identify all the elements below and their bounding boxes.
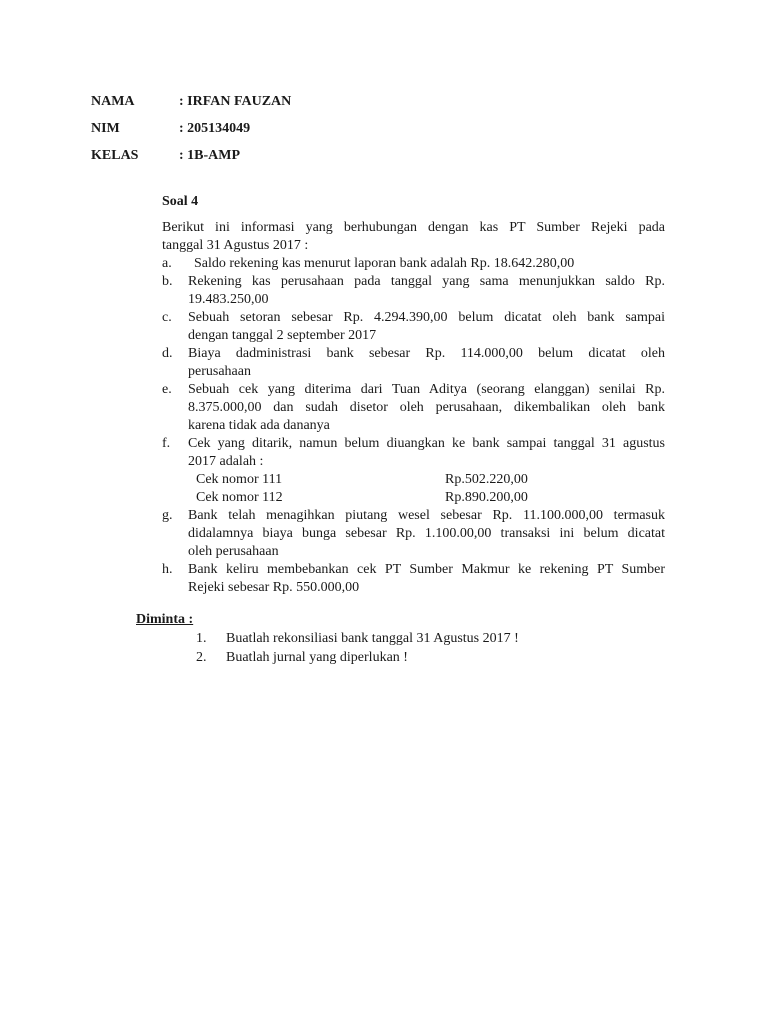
task-number: 1. bbox=[196, 631, 207, 646]
cek-amount: Rp.502.220,00 bbox=[445, 472, 528, 487]
list-item bbox=[162, 381, 665, 435]
list-item bbox=[162, 345, 665, 381]
item-text-line: perusahaan bbox=[188, 364, 251, 379]
item-text-line: 8.375.000,00 dan sudah disetor oleh perusahaan, dikembalikan oleh bank bbox=[188, 400, 665, 415]
diminta-heading: Diminta : bbox=[136, 612, 194, 627]
cek-label: Cek nomor 112 bbox=[196, 490, 283, 505]
item-marker: g. bbox=[162, 508, 173, 523]
list-item bbox=[162, 255, 665, 273]
nim-label: NIM bbox=[91, 121, 120, 136]
item-text-line: didalamnya biaya bunga sebesar Rp. 1.100.00,00 transaksi ini belum dicatat bbox=[188, 526, 665, 541]
list-item bbox=[162, 561, 665, 597]
item-marker: c. bbox=[162, 310, 172, 325]
task-item bbox=[196, 630, 519, 649]
item-text-line: 2017 adalah : bbox=[188, 454, 264, 469]
item-text-line: Bank telah menagihkan piutang wesel sebesar Rp. 11.100.000,00 termasuk bbox=[188, 508, 665, 523]
information-list bbox=[162, 255, 665, 597]
list-item bbox=[162, 273, 665, 309]
task-text: Buatlah jurnal yang diperlukan ! bbox=[226, 650, 408, 665]
intro-line: tanggal 31 Agustus 2017 : bbox=[162, 238, 309, 253]
item-text-line: karena tidak ada dananya bbox=[188, 418, 330, 433]
item-marker: b. bbox=[162, 274, 173, 289]
item-text-line: Sebuah setoran sebesar Rp. 4.294.390,00 belum dicatat oleh bank sampai bbox=[188, 310, 665, 325]
question-body bbox=[162, 193, 665, 597]
cek-row bbox=[188, 489, 665, 507]
item-text-line: Sebuah cek yang diterima dari Tuan Aditya (seorang elanggan) senilai Rp. bbox=[188, 382, 665, 397]
intro-line: Berikut ini informasi yang berhubungan dengan kas PT Sumber Rejeki pada bbox=[162, 220, 665, 235]
item-text-line: Biaya dadministrasi bank sebesar Rp. 114.000,00 belum dicatat oleh bbox=[188, 346, 665, 361]
question-title: Soal 4 bbox=[162, 194, 199, 209]
item-text-line: Cek yang ditarik, namun belum diuangkan ke bank sampai tanggal 31 agustus bbox=[188, 436, 665, 451]
kelas-label: KELAS bbox=[91, 148, 139, 163]
nama-label: NAMA bbox=[91, 94, 135, 109]
task-text: Buatlah rekonsiliasi bank tanggal 31 Agustus 2017 ! bbox=[226, 631, 519, 646]
nama-value: : IRFAN FAUZAN bbox=[179, 94, 292, 109]
item-marker: f. bbox=[162, 436, 171, 451]
item-text-line: Bank keliru membebankan cek PT Sumber Makmur ke rekening PT Sumber bbox=[188, 562, 665, 577]
item-marker: h. bbox=[162, 562, 173, 577]
item-text-line: Rekening kas perusahaan pada tanggal yang sama menunjukkan saldo Rp. bbox=[188, 274, 665, 289]
list-item bbox=[162, 309, 665, 345]
cek-row bbox=[188, 471, 665, 489]
task-item bbox=[196, 649, 519, 668]
list-item bbox=[162, 435, 665, 507]
cek-amount: Rp.890.200,00 bbox=[445, 490, 528, 505]
list-item bbox=[162, 507, 665, 561]
item-text-line: oleh perusahaan bbox=[188, 544, 279, 559]
intro-paragraph bbox=[162, 219, 665, 255]
task-list bbox=[196, 630, 519, 668]
item-marker: d. bbox=[162, 346, 173, 361]
task-number: 2. bbox=[196, 650, 207, 665]
item-text-line: dengan tanggal 2 september 2017 bbox=[188, 328, 377, 343]
item-text-line: Rejeki sebesar Rp. 550.000,00 bbox=[188, 580, 360, 595]
kelas-value: : 1B-AMP bbox=[179, 148, 241, 163]
cek-label: Cek nomor 111 bbox=[196, 472, 283, 487]
nim-value: : 205134049 bbox=[179, 121, 251, 136]
item-marker: a. bbox=[162, 256, 172, 271]
item-text: Saldo rekening kas menurut laporan bank adalah Rp. 18.642.280,00 bbox=[194, 256, 575, 271]
item-text-line: 19.483.250,00 bbox=[188, 292, 269, 307]
item-marker: e. bbox=[162, 382, 172, 397]
